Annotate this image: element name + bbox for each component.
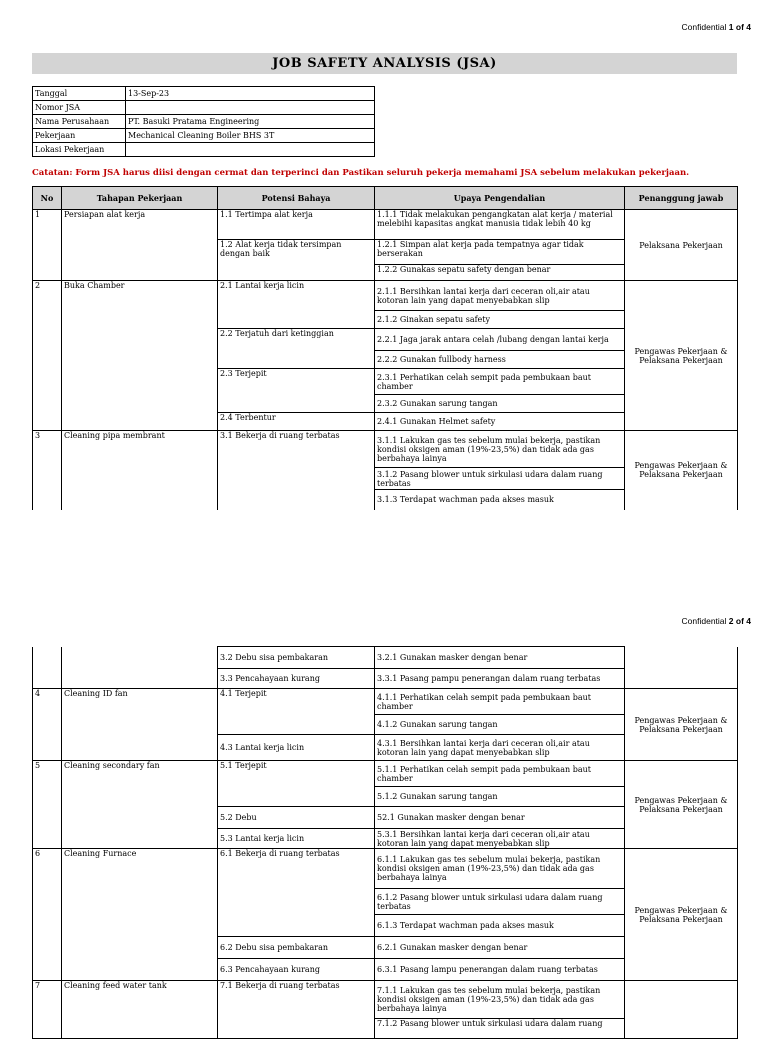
info-row: Pekerjaan Mechanical Cleaning Boiler BHS 3T bbox=[33, 129, 375, 143]
table-row: 1 Persiapan alat kerja 1.1 Tertimpa alat kerja 1.1.1 Tidak melakukan pengangkatan alat kerja / material melebihi kapasitas angkat manusia tidak lebih 40 kg Pelaksana Pekerjaan bbox=[33, 210, 738, 240]
table-row: 2.3 Terjepit 2.3.1 Perhatikan celah sempit pada pembukaan baut chamber bbox=[33, 369, 738, 395]
jsa-table-page2 bbox=[32, 646, 738, 1039]
table-row: 2.2 Terjatuh dari ketinggian 2.2.1 Jaga jarak antara celah /lubang dengan lantai kerja bbox=[33, 329, 738, 351]
table-row: 6.1.3 Terdapat wachman pada akses masuk bbox=[33, 915, 738, 937]
page-label: Confidential 2 of 4 bbox=[681, 616, 751, 626]
table-row: 5 Cleaning secondary fan 5.1 Terjepit 5.1.1 Perhatikan celah sempit pada pembukaan baut chamber Pengawas Pekerjaan & Pelaksana Pekerjaan bbox=[33, 761, 738, 787]
pj-cell: Pengawas Pekerjaan & Pelaksana Pekerjaan bbox=[625, 849, 738, 981]
table-row: 7 Cleaning feed water tank 7.1 Bekerja di ruang terbatas 7.1.1 Lakukan gas tes sebelum mulai bekerja, pastikan kondisi oksigen aman (19%-23,5%) dan tidak ada gas berbahaya lainya bbox=[33, 981, 738, 1019]
table-row: 6.1.2 Pasang blower untuk sirkulasi udara dalam ruang terbatas bbox=[33, 889, 738, 915]
table-header bbox=[33, 187, 738, 210]
pj-cell: Pelaksana Pekerjaan bbox=[625, 210, 738, 281]
table-row: 4.3 Lantai kerja licin 4.3.1 Bersihkan lantai kerja dari ceceran oli,air atau kotoran lain yang dapat menyebabkan slip bbox=[33, 735, 738, 761]
pj-cell: Pengawas Pekerjaan & Pelaksana Pekerjaan bbox=[625, 689, 738, 761]
info-row: Nama Perusahaan PT. Basuki Pratama Engineering bbox=[33, 115, 375, 129]
table-row: 5.1.2 Gunakan sarung tangan bbox=[33, 787, 738, 807]
table-row: 1.2.2 Gunakas sepatu safety dengan benar bbox=[33, 265, 738, 281]
document-title: JOB SAFETY ANALYSIS (JSA) bbox=[32, 53, 737, 74]
table-row: 5.3 Lantai kerja licin 5.3.1 Bersihkan lantai kerja dari ceceran oli,air atau kotoran lain yang dapat menyebabkan slip bbox=[33, 829, 738, 849]
table-row: 7.1.2 Pasang blower untuk sirkulasi udara dalam ruang bbox=[33, 1019, 738, 1039]
table-row: 2 Buka Chamber 2.1 Lantai kerja licin 2.1.1 Bersihkan lantai kerja dari ceceran oli,air atau kotoran lain yang dapat menyebabkan slip Pengawas Pekerjaan & Pelaksana Pekerjaan bbox=[33, 281, 738, 311]
info-row: Nomor JSA bbox=[33, 101, 375, 115]
table-row: 3.3 Pencahayaan kurang 3.3.1 Pasang pampu penerangan dalam ruang terbatas bbox=[33, 669, 738, 689]
pj-cell: Pengawas Pekerjaan & Pelaksana Pekerjaan bbox=[625, 761, 738, 849]
table-row: 6.2 Debu sisa pembakaran 6.2.1 Gunakan masker dengan benar bbox=[33, 937, 738, 959]
table-row: 3 Cleaning pipa membrant 3.1 Bekerja di ruang terbatas 3.1.1 Lakukan gas tes sebelum mulai bekerja, pastikan kondisi oksigen aman (19%-23,5%) dan tidak ada gas berbahaya lainya Pengawas Pekerjaan & Pelaksana Pekerjaan bbox=[33, 431, 738, 468]
header-no: No bbox=[33, 187, 62, 210]
pj-cell: Pengawas Pekerjaan & Pelaksana Pekerjaan bbox=[625, 431, 738, 510]
note-text: Catatan: Form JSA harus diisi dengan cermat dan terperinci dan Pastikan seluruh pekerja memahami JSA sebelum melakukan pekerjaan. bbox=[32, 168, 690, 178]
table-row: 1.2 Alat kerja tidak tersimpan dengan baik 1.2.1 Simpan alat kerja pada tempatnya agar tidak berserakan bbox=[33, 240, 738, 265]
info-table bbox=[32, 86, 375, 157]
info-row: Tanggal 13-Sep-23 bbox=[33, 87, 375, 101]
table-row: 4.1.2 Gunakan sarung tangan bbox=[33, 715, 738, 735]
table-row: 5.2 Debu 52.1 Gunakan masker dengan benar bbox=[33, 807, 738, 829]
table-row: 4 Cleaning ID fan 4.1 Terjepit 4.1.1 Perhatikan celah sempit pada pembukaan baut chamber Pengawas Pekerjaan & Pelaksana Pekerjaan bbox=[33, 689, 738, 715]
table-row: 3.1.2 Pasang blower untuk sirkulasi udara dalam ruang terbatas bbox=[33, 468, 738, 490]
table-row: 3.1.3 Terdapat wachman pada akses masuk bbox=[33, 490, 738, 510]
page-label: Confidential 1 of 4 bbox=[681, 22, 751, 32]
table-row: 2.1.2 Ginakan sepatu safety bbox=[33, 311, 738, 329]
header-pj: Penanggung jawab bbox=[625, 187, 738, 210]
table-row: 2.2.2 Gunakan fullbody harness bbox=[33, 351, 738, 369]
table-row: 6.3 Pencahayaan kurang 6.3.1 Pasang lampu penerangan dalam ruang terbatas bbox=[33, 959, 738, 981]
table-row: 3.2 Debu sisa pembakaran 3.2.1 Gunakan masker dengan benar bbox=[33, 647, 738, 669]
table-row: 2.4 Terbentur 2.4.1 Gunakan Helmet safety bbox=[33, 413, 738, 431]
pj-cell: Pengawas Pekerjaan & Pelaksana Pekerjaan bbox=[625, 281, 738, 431]
header-potensi: Potensi Bahaya bbox=[218, 187, 375, 210]
jsa-table-page1 bbox=[32, 186, 738, 510]
header-upaya: Upaya Pengendalian bbox=[375, 187, 625, 210]
info-row: Lokasi Pekerjaan bbox=[33, 143, 375, 157]
table-row: 6 Cleaning Furnace 6.1 Bekerja di ruang terbatas 6.1.1 Lakukan gas tes sebelum mulai bekerja, pastikan kondisi oksigen aman (19%-23,5%) dan tidak ada gas berbahaya lainya Pengawas Pekerjaan & Pelaksana Pekerjaan bbox=[33, 849, 738, 889]
table-row: 2.3.2 Gunakan sarung tangan bbox=[33, 395, 738, 413]
header-tahapan: Tahapan Pekerjaan bbox=[62, 187, 218, 210]
